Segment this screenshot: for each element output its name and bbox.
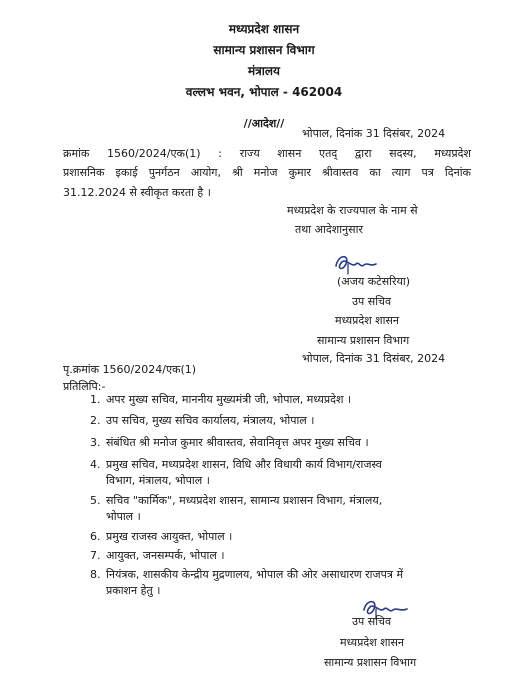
item-text: सचिव "कार्मिक", मध्यप्रदेश शासन, सामान्य प्रशासन विभाग, मंत्रालय, (106, 494, 383, 507)
body-line-1: क्रमांक 1560/2024/एक(1) : राज्य शासन एतद् द्वारा सदस्य, मध्यप्रदेश (63, 147, 471, 160)
signatory-dept-1: मध्यप्रदेश शासन (335, 314, 400, 327)
header-government: मध्यप्रदेश शासन (228, 22, 300, 36)
signatory-name: (अजय कटेसरिया) (337, 275, 411, 288)
item-text-continued: विभाग, मंत्रालय, भोपाल । (106, 474, 210, 487)
body-line-3: 31.12.2024 से स्वीकृत करता है । (63, 186, 211, 199)
copy-list-item (90, 547, 224, 565)
signatory-title: उप सचिव (352, 295, 392, 308)
copy-list-item (90, 412, 314, 430)
item-number: 3. (90, 436, 101, 449)
governor-line-2: तथा आदेशानुसार (295, 223, 363, 236)
signatory-dept-2: सामान्य प्रशासन विभाग (317, 334, 410, 347)
item-text-continued: भोपाल । (106, 510, 141, 523)
governor-line-1: मध्यप्रदेश के राज्यपाल के नाम से (287, 204, 418, 217)
copy-list-item (90, 434, 369, 452)
item-text-continued: प्रकाशन हेतु । (106, 584, 161, 597)
copy-label: प्रतिलिपि:- (63, 380, 106, 393)
header-ministry: मंत्रालय (247, 64, 280, 78)
header-address: वल्लभ भवन, भोपाल - 462004 (185, 85, 343, 99)
header-department: सामान्य प्रशासन विभाग (213, 43, 315, 57)
item-number: 8. (90, 568, 101, 581)
item-text: अपर मुख्य सचिव, माननीय मुख्यमंत्री जी, भोपाल, मध्यप्रदेश । (106, 393, 352, 406)
endorsement-ref: पृ.क्रमांक 1560/2024/एक(1) (63, 363, 197, 376)
item-number: 2. (90, 414, 101, 427)
signatory-2-dept-1: मध्यप्रदेश शासन (340, 636, 405, 649)
item-text: उप सचिव, मुख्य सचिव कार्यालय, मंत्रालय, भोपाल । (106, 414, 315, 427)
item-text: आयुक्त, जनसम्पर्क, भोपाल । (106, 549, 225, 562)
item-number: 5. (90, 494, 101, 507)
item-number: 4. (90, 458, 101, 471)
order-date: भोपाल, दिनांक 31 दिसंबर, 2024 (302, 127, 446, 140)
signatory-date: भोपाल, दिनांक 31 दिसंबर, 2024 (302, 352, 446, 365)
item-text: संबंधित श्री मनोज कुमार श्रीवास्तव, सेवानिवृत्त अपर मुख्य सचिव । (106, 436, 369, 449)
body-line-2: प्रशासनिक इकाई पुनर्गठन आयोग, श्री मनोज कुमार श्रीवास्तव का त्याग पत्र दिनांक (63, 166, 471, 179)
order-title: //आदेश// (243, 117, 285, 130)
item-number: 1. (90, 393, 101, 406)
signatory-2-dept-2: सामान्य प्रशासन विभाग (324, 656, 417, 669)
item-text: प्रमुख सचिव, मध्यप्रदेश शासन, विधि और विधायी कार्य विभाग/राजस्व (106, 458, 382, 471)
item-number: 7. (90, 549, 101, 562)
item-number: 6. (90, 530, 101, 543)
copy-list-item (90, 528, 232, 546)
signatory-2-title: उप सचिव (352, 615, 392, 628)
item-text: प्रमुख राजस्व आयुक्त, भोपाल । (106, 530, 233, 543)
item-text: नियंत्रक, शासकीय केन्द्रीय मुद्रणालय, भोपाल की ओर असाधारण राजपत्र में (106, 568, 404, 581)
copy-list-item (90, 391, 351, 409)
